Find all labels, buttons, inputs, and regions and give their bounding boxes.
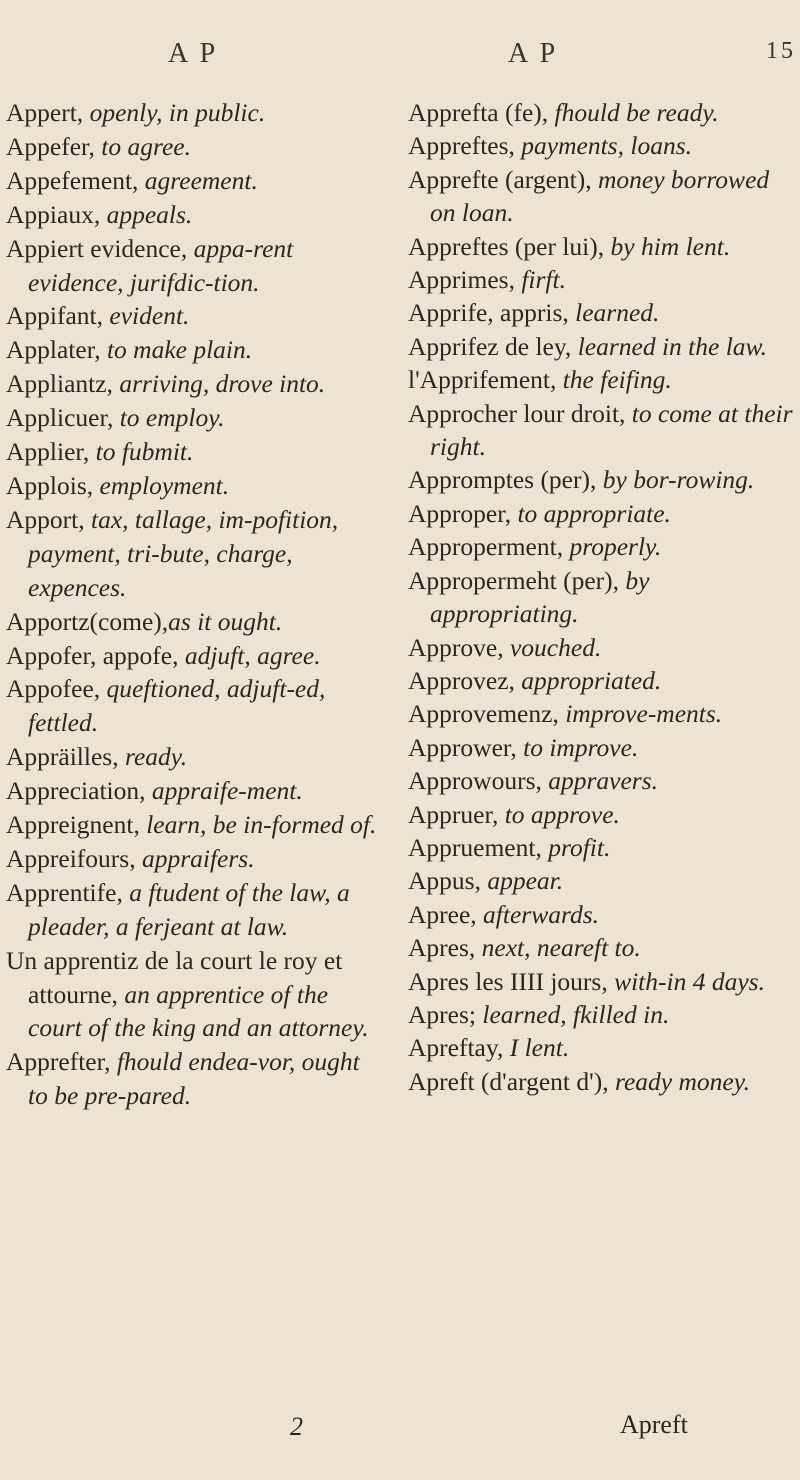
entry-headword: Apprefter, bbox=[6, 1047, 117, 1077]
entry-headword: Appruement, bbox=[408, 832, 549, 862]
entry-definition: to employ. bbox=[119, 403, 225, 433]
dictionary-entry bbox=[408, 998, 796, 1031]
entry-headword: Appreignent, bbox=[6, 810, 147, 840]
entry-headword: Appruer, bbox=[408, 799, 505, 829]
dictionary-entry bbox=[6, 605, 378, 639]
entry-definition: learned in the law. bbox=[577, 331, 768, 361]
entry-headword: Approwours, bbox=[408, 766, 549, 796]
entry-headword: Applicuer, bbox=[6, 403, 120, 433]
entry-definition: appropriated. bbox=[521, 665, 662, 695]
dictionary-entry bbox=[6, 130, 378, 164]
dictionary-entry bbox=[6, 401, 378, 435]
dictionary-entry bbox=[408, 96, 796, 129]
dictionary-entry bbox=[408, 697, 796, 730]
entry-definition: appraife-ment. bbox=[151, 776, 303, 806]
dictionary-entry bbox=[408, 864, 796, 897]
entry-headword: Apprimes, bbox=[408, 265, 522, 295]
dictionary-entry bbox=[408, 831, 796, 864]
entry-definition: as it ought. bbox=[168, 606, 283, 636]
entry-headword: Appreifours, bbox=[6, 843, 142, 873]
entry-definition: to fubmit. bbox=[95, 437, 194, 467]
entry-definition: fhould be ready. bbox=[554, 98, 719, 127]
entry-headword: Appropermeht (per), bbox=[408, 565, 626, 595]
entry-headword: Apprefta (fe), bbox=[408, 98, 555, 127]
entry-headword: Appert, bbox=[6, 98, 90, 127]
entry-definition: learn, be in-formed of. bbox=[146, 810, 377, 840]
entry-definition: appeals. bbox=[106, 199, 193, 229]
dictionary-entry bbox=[408, 798, 796, 831]
entry-definition: by bor-rowing. bbox=[602, 465, 755, 495]
entry-definition: improve-ments. bbox=[565, 699, 723, 729]
entry-definition: appravers. bbox=[548, 766, 659, 796]
entry-definition: firft. bbox=[521, 265, 566, 295]
entry-headword: Appiert evidence, bbox=[6, 233, 194, 263]
right-column bbox=[408, 96, 796, 1098]
entry-definition: ready. bbox=[124, 742, 188, 772]
dictionary-entry bbox=[408, 463, 796, 496]
dictionary-entry bbox=[6, 672, 378, 740]
dictionary-entry bbox=[408, 363, 796, 396]
entry-definition: to approve. bbox=[504, 799, 620, 829]
entry-definition: appa-rent evidence, jurifdic-tion. bbox=[28, 233, 294, 297]
dictionary-entry bbox=[6, 503, 378, 605]
entry-headword: Appreftes (per lui), bbox=[408, 231, 611, 261]
entry-headword: Approperment, bbox=[408, 532, 570, 562]
dictionary-entry bbox=[6, 944, 378, 1046]
entry-definition: to improve. bbox=[523, 732, 639, 762]
dictionary-entry bbox=[408, 965, 796, 998]
dictionary-entry bbox=[6, 808, 378, 842]
entry-definition: next, neareft to. bbox=[481, 933, 641, 963]
entry-headword: Approve, bbox=[408, 632, 510, 662]
dictionary-entry bbox=[408, 530, 796, 563]
entry-headword: Apree, bbox=[408, 899, 484, 929]
dictionary-entry bbox=[408, 330, 796, 363]
entry-definition: I lent. bbox=[509, 1033, 570, 1063]
entry-headword: Apprentife, bbox=[6, 877, 130, 907]
entry-headword: Applois, bbox=[6, 470, 100, 500]
dictionary-entry bbox=[6, 435, 378, 469]
dictionary-entry bbox=[408, 564, 796, 631]
dictionary-entry bbox=[6, 1045, 378, 1113]
dictionary-entry bbox=[6, 469, 378, 503]
dictionary-entry bbox=[6, 842, 378, 876]
entry-headword: Apres, bbox=[408, 933, 482, 963]
entry-definition: queftioned, adjuft-ed, fettled. bbox=[28, 674, 326, 738]
entry-definition: profit. bbox=[548, 832, 611, 862]
entry-definition: adjuft, agree. bbox=[184, 640, 321, 670]
entry-definition: to make plain. bbox=[106, 335, 253, 365]
entry-headword: Appofee, bbox=[6, 674, 107, 704]
page-number: 15 bbox=[766, 38, 796, 64]
entry-headword: Appifant, bbox=[6, 301, 110, 331]
entry-definition: tax, tallage, im-pofition, payment, tri-bute, charge, expences. bbox=[28, 504, 339, 602]
dictionary-entry bbox=[408, 931, 796, 964]
dictionary-entry bbox=[6, 639, 378, 673]
entry-definition: learned, fkilled in. bbox=[482, 999, 670, 1029]
entry-headword: Approper, bbox=[408, 498, 518, 528]
entry-headword: Apreft (d'argent d'), bbox=[408, 1066, 615, 1096]
entry-definition: appraifers. bbox=[141, 843, 255, 873]
entry-headword: Appräilles, bbox=[6, 742, 125, 772]
entry-headword: Apportz(come), bbox=[6, 606, 169, 636]
entry-headword: Applater, bbox=[6, 335, 107, 365]
entry-definition: an apprentice of the court of the king and an attorney. bbox=[28, 979, 369, 1043]
entry-headword: Approcher lour droit, bbox=[408, 398, 632, 428]
dictionary-entry bbox=[408, 497, 796, 530]
entry-definition: learned. bbox=[575, 298, 660, 328]
entry-headword: Appefer, bbox=[6, 131, 102, 161]
entry-definition: money borrowed on loan. bbox=[430, 164, 770, 228]
dictionary-entry bbox=[408, 1031, 796, 1064]
entry-headword: Applier, bbox=[6, 437, 96, 467]
entry-definition: a ftudent of the law, a pleader, a ferjeant at law. bbox=[28, 877, 350, 941]
dictionary-entry bbox=[408, 163, 796, 230]
entry-headword: Appromptes (per), bbox=[408, 465, 603, 495]
entry-headword: Apport, bbox=[6, 504, 91, 534]
dictionary-entry bbox=[408, 764, 796, 797]
entry-definition: evident. bbox=[109, 301, 190, 331]
entry-definition: with-in 4 days. bbox=[614, 966, 765, 996]
entry-headword: Appefement, bbox=[6, 165, 145, 195]
entry-headword: Appreftes, bbox=[408, 131, 522, 161]
dictionary-entry bbox=[6, 876, 378, 944]
entry-headword: Appofer, appofe, bbox=[6, 640, 185, 670]
entry-definition: properly. bbox=[569, 532, 662, 562]
entry-definition: payments, loans. bbox=[521, 131, 692, 161]
dictionary-entry bbox=[408, 664, 796, 697]
dictionary-entry bbox=[6, 198, 378, 232]
catchword: Apreft bbox=[620, 1410, 688, 1439]
dictionary-entry bbox=[408, 1065, 796, 1098]
dictionary-entry bbox=[408, 263, 796, 296]
entry-definition: arriving, drove into. bbox=[119, 369, 326, 399]
dictionary-entry bbox=[408, 898, 796, 931]
signature-mark: 2 bbox=[290, 1412, 303, 1441]
entry-headword: Apprife, appris, bbox=[408, 298, 576, 328]
entry-headword: Apreftay, bbox=[408, 1033, 510, 1063]
entry-headword: Approvemenz, bbox=[408, 699, 566, 729]
dictionary-entry bbox=[6, 232, 378, 300]
entry-headword: Apres les IIII jours, bbox=[408, 966, 615, 996]
entry-definition: ready money. bbox=[614, 1066, 750, 1096]
entry-definition: agreement. bbox=[144, 165, 258, 195]
entry-definition: appear. bbox=[487, 866, 564, 896]
entry-headword: Appiaux, bbox=[6, 199, 107, 229]
entry-definition: by him lent. bbox=[610, 231, 731, 261]
running-head-left: A P bbox=[168, 38, 219, 69]
entry-headword: Apprower, bbox=[408, 732, 524, 762]
dictionary-entry bbox=[408, 230, 796, 263]
dictionary-entry bbox=[6, 96, 378, 130]
dictionary-entry bbox=[408, 129, 796, 162]
entry-definition: to come at their right. bbox=[430, 398, 793, 462]
entry-headword: Approvez, bbox=[408, 665, 522, 695]
entry-headword: l'Apprifement, bbox=[408, 365, 563, 395]
entry-headword: Un apprentiz de la court le roy et attourne, bbox=[6, 945, 343, 1009]
entry-definition: by appropriating. bbox=[430, 565, 650, 629]
entry-headword: Appliantz, bbox=[6, 369, 120, 399]
entry-headword: Apprefte (argent), bbox=[408, 164, 598, 194]
dictionary-entry bbox=[6, 774, 378, 808]
running-head-right: A P bbox=[508, 38, 559, 69]
entry-definition: to agree. bbox=[101, 131, 191, 161]
entry-definition: vouched. bbox=[509, 632, 602, 662]
dictionary-entry bbox=[408, 631, 796, 664]
entry-headword: Apres; bbox=[408, 999, 483, 1029]
left-column bbox=[6, 96, 378, 1113]
dictionary-entry bbox=[6, 299, 378, 333]
dictionary-entry bbox=[6, 367, 378, 401]
dictionary-entry bbox=[6, 740, 378, 774]
entry-definition: fhould endea-vor, ought to be pre-pared. bbox=[28, 1047, 360, 1111]
entry-definition: afterwards. bbox=[483, 899, 599, 929]
entry-definition: employment. bbox=[99, 470, 230, 500]
entry-definition: the feifing. bbox=[562, 365, 672, 395]
dictionary-entry bbox=[408, 397, 796, 464]
entry-definition: to appropriate. bbox=[517, 498, 671, 528]
entry-headword: Appus, bbox=[408, 866, 488, 896]
entry-headword: Appreciation, bbox=[6, 776, 152, 806]
entry-definition: openly, in public. bbox=[89, 98, 266, 127]
dictionary-entry bbox=[6, 333, 378, 367]
dictionary-entry bbox=[6, 164, 378, 198]
dictionary-entry bbox=[408, 296, 796, 329]
dictionary-entry bbox=[408, 731, 796, 764]
entry-headword: Apprifez de ley, bbox=[408, 331, 578, 361]
